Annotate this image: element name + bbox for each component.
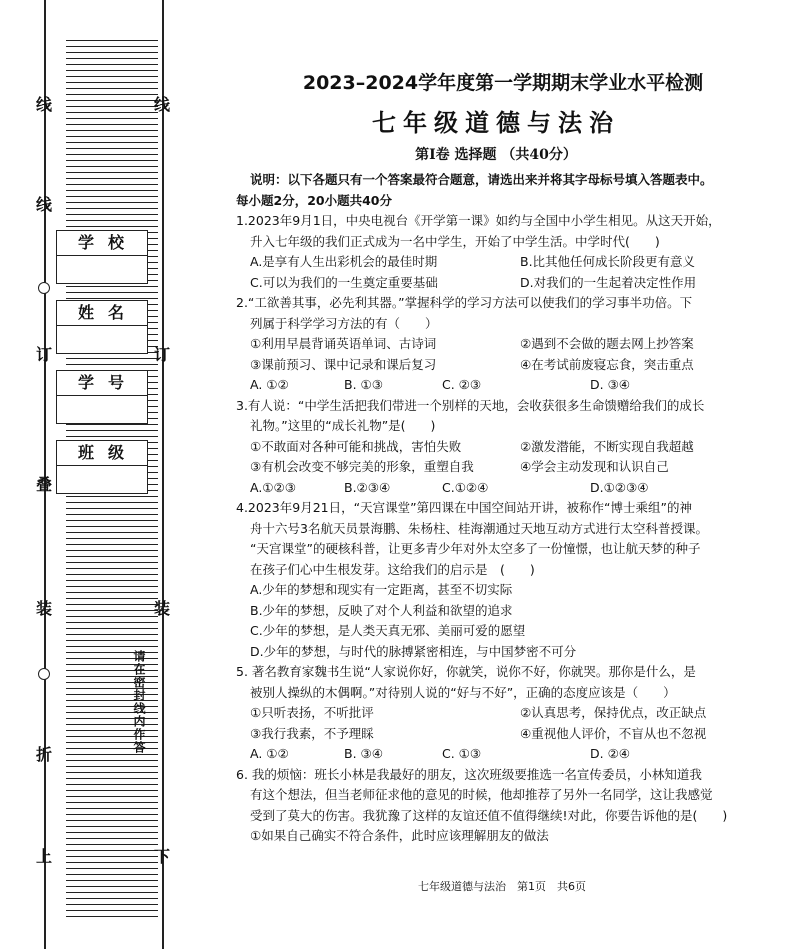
name-label: 姓名 — [57, 301, 147, 326]
margin-ruled-line — [66, 610, 158, 611]
margin-ruled-line — [66, 892, 158, 893]
instructions-line: 每小题2分，20小题共40分 — [236, 192, 392, 208]
question-text-line: 2.“工欲善其事，必先利其器。”掌握科学的学习方法可以使我们的学习事半功倍。下 — [236, 295, 693, 310]
class-label: 班级 — [57, 441, 147, 466]
answer-option: ④学会主动发现和认识自己 — [520, 459, 669, 474]
margin-ruled-line — [66, 202, 158, 203]
margin-ruled-line — [66, 526, 158, 527]
margin-ruled-line — [66, 184, 158, 185]
student-id-field[interactable] — [56, 370, 148, 424]
margin-ruled-line — [66, 286, 158, 287]
question-item — [236, 765, 756, 847]
margin-ruled-line — [66, 148, 158, 149]
margin-ruled-line — [66, 622, 158, 623]
answer-option: ②认真思考，保持优点，改正缺点 — [520, 705, 707, 720]
margin-ruled-line — [66, 868, 158, 869]
margin-ruled-line — [66, 430, 158, 431]
margin-ruled-line — [66, 172, 158, 173]
answer-option: C.①②④ — [442, 479, 489, 495]
right-cut-line — [162, 0, 164, 949]
margin-ruled-line — [66, 58, 158, 59]
margin-ruled-line — [66, 136, 158, 137]
question-item — [236, 396, 756, 499]
option-row — [236, 437, 756, 458]
option-row — [236, 703, 756, 724]
question-text-line: “天宫课堂”的硬核科普，让更多青少年对外太空多了一份憧憬，也让航天梦的种子 — [250, 541, 701, 556]
school-label: 学校 — [57, 231, 147, 256]
margin-ruled-line — [66, 124, 158, 125]
margin-ruled-line — [66, 802, 158, 803]
margin-ruled-line — [66, 94, 158, 95]
answer-option: B. ③④ — [344, 746, 383, 761]
margin-ruled-line — [66, 568, 158, 569]
margin-ruled-line — [66, 778, 158, 779]
margin-char: 装 — [36, 599, 53, 618]
option-row — [236, 621, 756, 642]
margin-ruled-line — [66, 592, 158, 593]
question-text-line: 5. 著名教育家魏书生说“人家说你好，你就笑，说你不好，你就哭。那你是什么，是 — [236, 664, 696, 679]
margin-ruled-line — [66, 220, 158, 221]
section-title: 第Ⅰ卷 选择题 （共40分） — [415, 147, 577, 163]
margin-ruled-line — [66, 874, 158, 875]
margin-ruled-line — [66, 910, 158, 911]
question-text-line: 舟十六号3名航天员景海鹏、朱杨柱、桂海潮通过天地互动方式进行太空科普授课。 — [250, 520, 708, 536]
answer-option: A. ①② — [250, 746, 289, 761]
margin-ruled-line — [66, 580, 158, 581]
margin-ruled-line — [66, 76, 158, 77]
question-text-line: 4.2023年9月21日，“天宫课堂”第四课在中国空间站开讲，被称作“博士乘组”的神 — [236, 500, 693, 515]
margin-ruled-line — [66, 880, 158, 881]
exam-content — [236, 68, 756, 847]
margin-ruled-line — [66, 574, 158, 575]
margin-ruled-line — [66, 760, 158, 761]
margin-ruled-line — [66, 520, 158, 521]
margin-char: 订 — [154, 345, 171, 364]
margin-ruled-line — [66, 100, 158, 101]
question-text-line: ①如果自己确实不符合条件，此时应该理解朋友的做法 — [250, 828, 549, 843]
question-text-line: 升入七年级的我们正式成为一名中学生，开始了中学生活。中学时代( ) — [250, 233, 660, 249]
question-list — [236, 211, 756, 847]
answer-option: ①不敢面对各种可能和挑战，害怕失败 — [250, 438, 462, 454]
answer-option: ②遇到不会做的题去网上抄答案 — [520, 336, 694, 351]
margin-ruled-line — [66, 82, 158, 83]
option-row — [236, 355, 756, 376]
answer-option: C.可以为我们的一生奠定重要基础 — [250, 274, 438, 290]
margin-ruled-line — [66, 436, 158, 437]
answer-option: ④重视他人评价，不盲从也不忽视 — [520, 725, 707, 741]
margin-char: 折 — [36, 745, 53, 764]
class-field[interactable] — [56, 440, 148, 494]
option-row — [236, 478, 756, 499]
margin-ruled-line — [66, 916, 158, 917]
option-row — [236, 601, 756, 622]
margin-ruled-line — [66, 544, 158, 545]
margin-ruled-line — [66, 538, 158, 539]
margin-ruled-line — [66, 646, 158, 647]
binding-margin — [0, 0, 200, 949]
margin-ruled-line — [66, 862, 158, 863]
margin-ruled-line — [66, 784, 158, 785]
school-field[interactable] — [56, 230, 148, 284]
option-row — [236, 334, 756, 355]
answer-option: D. ②④ — [590, 746, 630, 761]
margin-ruled-line — [66, 292, 158, 293]
question-text-line: 在孩子们心中生根发芽。这给我们的启示是 ( ) — [250, 561, 535, 577]
margin-ruled-line — [66, 904, 158, 905]
margin-ruled-line — [66, 628, 158, 629]
answer-option: C.少年的梦想，是人类天真无邪、美丽可爱的愿望 — [250, 623, 526, 638]
margin-ruled-line — [66, 820, 158, 821]
margin-ruled-line — [66, 160, 158, 161]
margin-ruled-line — [66, 604, 158, 605]
subject-title: 七年级道德与法治 — [372, 108, 620, 137]
margin-ruled-line — [66, 112, 158, 113]
margin-ruled-line — [66, 790, 158, 791]
margin-ruled-line — [66, 178, 158, 179]
margin-ruled-line — [66, 364, 158, 365]
question-item — [236, 293, 756, 396]
margin-ruled-line — [66, 142, 158, 143]
margin-ruled-line — [66, 514, 158, 515]
margin-ruled-line — [66, 586, 158, 587]
answer-option: D.对我们的一生起着决定性作用 — [520, 274, 697, 290]
answer-option: D.少年的梦想，与时代的脉搏紧密相连，与中国梦密不可分 — [250, 643, 577, 659]
question-text-line: 受到了莫大的伤害。我犹豫了这样的友谊还值不值得继续!对此，你要告诉他的是( ) — [250, 807, 728, 823]
margin-ruled-line — [66, 298, 158, 299]
margin-ruled-line — [66, 844, 158, 845]
margin-ruled-line — [66, 64, 158, 65]
question-text-line: 3.有人说：“中学生活把我们带进一个别样的天地，会收获很多生命馈赠给我们的成长 — [236, 397, 705, 413]
question-text-line: 礼物。”这里的“成长礼物”是( ) — [250, 418, 436, 433]
question-text-line: 1.2023年9月1日，中央电视台《开学第一课》如约与全国中小学生相见。从这天开始， — [236, 213, 721, 228]
margin-ruled-line — [66, 532, 158, 533]
margin-ruled-line — [66, 496, 158, 497]
margin-ruled-line — [66, 214, 158, 215]
exam-title: 2023–2024学年度第一学期期末学业水平检测 — [302, 72, 704, 94]
margin-ruled-line — [66, 772, 158, 773]
answer-option: C. ②③ — [442, 377, 482, 392]
margin-ruled-line — [66, 886, 158, 887]
answer-option: ③课前预习、课中记录和课后复习 — [250, 356, 437, 372]
margin-char: 线 — [36, 195, 53, 214]
instructions-line: 说明：以下各题只有一个答案最符合题意，请选出来并将其字母标号填入答题表中。 — [250, 172, 713, 187]
margin-ruled-line — [66, 106, 158, 107]
margin-ruled-line — [66, 562, 158, 563]
option-row — [236, 724, 756, 745]
answer-option: A. ①② — [250, 377, 289, 392]
margin-ruled-line — [66, 634, 158, 635]
margin-char: 下 — [154, 847, 171, 866]
margin-ruled-line — [66, 826, 158, 827]
margin-ruled-line — [66, 838, 158, 839]
answer-option: A.少年的梦想和现实有一定距离，甚至不切实际 — [250, 582, 513, 597]
option-row — [236, 252, 756, 273]
margin-ruled-line — [66, 832, 158, 833]
answer-option: B.比其他任何成长阶段更有意义 — [520, 254, 696, 269]
margin-ruled-line — [66, 754, 158, 755]
margin-ruled-line — [66, 808, 158, 809]
margin-ruled-line — [66, 796, 158, 797]
question-item — [236, 498, 756, 662]
question-item — [236, 662, 756, 765]
answer-option: B. ①③ — [344, 377, 383, 392]
margin-ruled-line — [66, 850, 158, 851]
margin-ruled-line — [66, 196, 158, 197]
page-footer: 七年级道德与法治 第1页 共6页 — [418, 880, 586, 893]
margin-char: 线 — [154, 95, 171, 114]
answer-option: B.②③④ — [344, 479, 391, 495]
option-row — [236, 642, 756, 663]
option-row — [236, 457, 756, 478]
option-row — [236, 375, 756, 396]
answer-option: ③我行我素，不予理睬 — [250, 725, 374, 741]
margin-ruled-line — [66, 46, 158, 47]
margin-ruled-line — [66, 766, 158, 767]
margin-ruled-line — [66, 166, 158, 167]
answer-option: ①利用早晨背诵英语单词、古诗词 — [250, 336, 437, 351]
margin-ruled-line — [66, 190, 158, 191]
margin-ruled-line — [66, 856, 158, 857]
margin-ruled-line — [66, 616, 158, 617]
margin-ruled-line — [66, 88, 158, 89]
margin-ruled-line — [66, 70, 158, 71]
question-text-line: 6. 我的烦恼：班长小林是我最好的朋友，这次班级要推选一名宣传委员，小林知道我 — [236, 766, 702, 782]
margin-ruled-line — [66, 226, 158, 227]
answer-option: ④在考试前废寝忘食，突击重点 — [520, 356, 694, 372]
margin-char: 订 — [36, 345, 53, 364]
answer-option: ②激发潜能，不断实现自我超越 — [520, 438, 694, 454]
punch-hole-circle — [38, 282, 50, 294]
margin-ruled-line — [66, 358, 158, 359]
answer-option: ③有机会改变不够完美的形象，重塑自我 — [250, 459, 474, 474]
margin-ruled-line — [66, 556, 158, 557]
option-row — [236, 744, 756, 765]
option-row — [236, 580, 756, 601]
margin-ruled-line — [66, 640, 158, 641]
margin-ruled-line — [66, 130, 158, 131]
margin-ruled-line — [66, 598, 158, 599]
question-item — [236, 211, 756, 293]
answer-option: B.少年的梦想，反映了对个人利益和欲望的追求 — [250, 602, 513, 618]
margin-ruled-line — [66, 154, 158, 155]
margin-ruled-line — [66, 814, 158, 815]
answer-option: D. ③④ — [590, 377, 630, 392]
student-id-label: 学号 — [57, 371, 147, 396]
punch-hole-circle — [38, 668, 50, 680]
margin-ruled-line — [66, 118, 158, 119]
margin-ruled-line — [66, 550, 158, 551]
margin-ruled-line — [66, 424, 158, 425]
answer-option: D.①②③④ — [590, 479, 649, 495]
answer-option: C. ①③ — [442, 746, 482, 761]
question-text-line: 被别人操纵的木偶啊。”对待别人说的“好与不好”，正确的态度应该是（ ） — [250, 684, 676, 700]
name-field[interactable] — [56, 300, 148, 354]
question-text-line: 有这个想法，但当老师征求他的意见的时候，他却推荐了另外一名同学，这让我感觉 — [250, 787, 713, 802]
margin-ruled-line — [66, 52, 158, 53]
option-row — [236, 273, 756, 294]
margin-ruled-line — [66, 502, 158, 503]
answer-option: A.是享有人生出彩机会的最佳时期 — [250, 254, 438, 269]
margin-ruled-line — [66, 898, 158, 899]
seal-line-note: 请在密封线内作答 — [132, 650, 146, 754]
margin-char: 叠 — [36, 475, 53, 494]
answer-option: ①只听表扬，不听批评 — [250, 705, 374, 720]
margin-ruled-line — [66, 208, 158, 209]
question-text-line: 列属于科学学习方法的有（ ） — [250, 315, 438, 331]
answer-option: A.①②③ — [250, 479, 296, 495]
margin-ruled-line — [66, 40, 158, 41]
margin-char: 线 — [36, 95, 53, 114]
margin-char: 上 — [36, 847, 53, 866]
margin-char: 装 — [154, 599, 171, 618]
margin-ruled-line — [66, 508, 158, 509]
